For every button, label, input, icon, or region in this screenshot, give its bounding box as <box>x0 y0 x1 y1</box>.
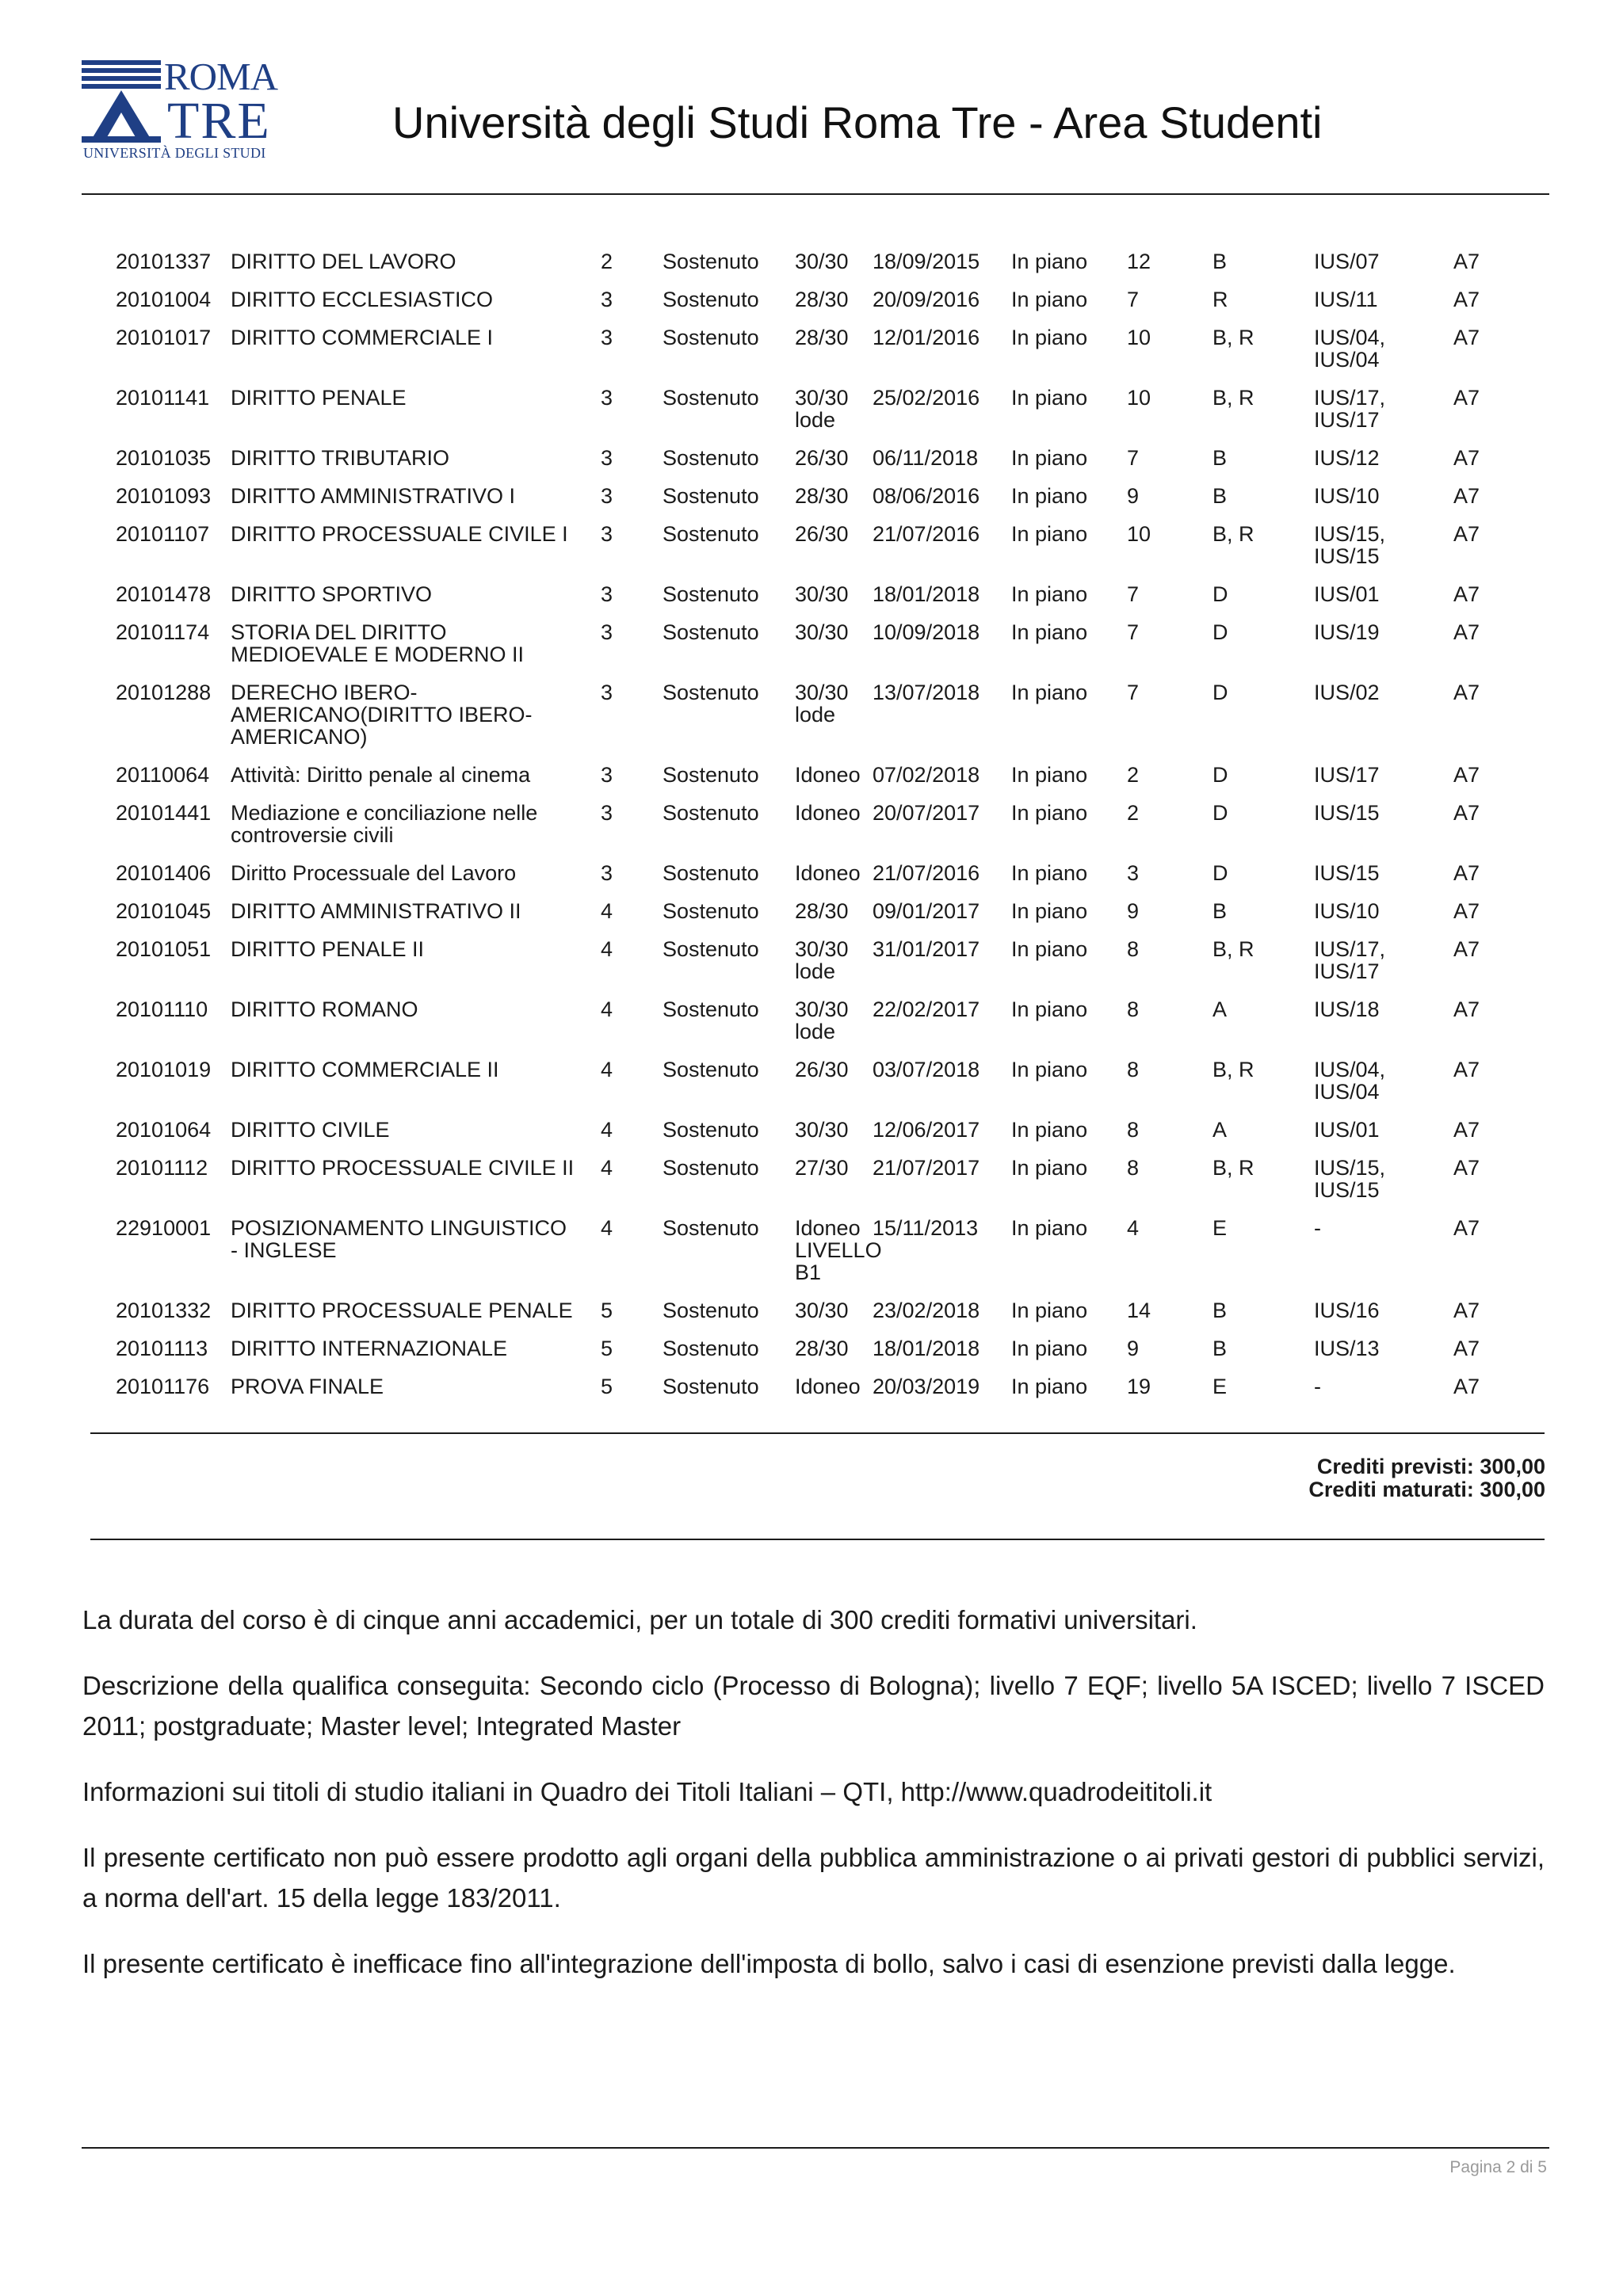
exam-activity-type: B, R <box>1212 1058 1254 1081</box>
exam-credits: 14 <box>1127 1299 1151 1322</box>
exam-ssd: IUS/17, IUS/17 <box>1314 937 1386 983</box>
exam-date: 06/11/2018 <box>873 446 979 470</box>
exam-date: 08/06/2016 <box>873 484 980 508</box>
exam-tag: A7 <box>1453 801 1480 825</box>
exam-date: 09/01/2017 <box>873 899 980 923</box>
exam-grade: 26/30 <box>795 522 849 546</box>
exam-code: 20101045 <box>116 899 212 923</box>
exam-ssd: IUS/02 <box>1314 681 1380 704</box>
exam-status: Sostenuto <box>663 937 759 961</box>
exam-name: DIRITTO INTERNAZIONALE <box>231 1337 508 1360</box>
exam-name: POSIZIONAMENTO LINGUISTICO - INGLESE <box>231 1216 567 1262</box>
exam-tag: A7 <box>1453 1156 1480 1180</box>
exam-credits: 3 <box>1127 861 1140 885</box>
exam-status: Sostenuto <box>663 250 759 273</box>
exam-status: Sostenuto <box>663 1118 759 1142</box>
exam-activity-type: B <box>1212 899 1228 923</box>
exam-date: 21/07/2017 <box>873 1156 980 1180</box>
exam-code: 20101176 <box>116 1375 210 1398</box>
exam-code: 20101441 <box>116 801 212 825</box>
exam-ssd: IUS/18 <box>1314 997 1380 1021</box>
exam-activity-type: D <box>1212 861 1228 885</box>
exam-status: Sostenuto <box>663 899 759 923</box>
exam-year: 3 <box>601 288 613 311</box>
exam-activity-type: B <box>1212 250 1228 273</box>
exam-plan: In piano <box>1011 681 1088 704</box>
exam-name: DIRITTO ROMANO <box>231 997 418 1021</box>
exam-year: 4 <box>601 937 613 961</box>
exam-code: 20101093 <box>116 484 212 508</box>
exam-date: 18/09/2015 <box>873 250 980 273</box>
exam-name: DERECHO IBERO- AMERICANO(DIRITTO IBERO- AMERICANO) <box>231 681 533 749</box>
logo-roma-text: ROMA <box>164 55 278 98</box>
exam-ssd: IUS/17, IUS/17 <box>1314 386 1386 432</box>
exam-year: 4 <box>601 1058 613 1081</box>
exam-status: Sostenuto <box>663 997 759 1021</box>
exam-credits: 12 <box>1127 250 1151 273</box>
exam-activity-type: A <box>1212 997 1228 1021</box>
table-row <box>116 998 1526 1043</box>
exam-grade: Idoneo <box>795 1375 861 1398</box>
exam-tag: A7 <box>1453 1216 1480 1240</box>
exam-code: 20101004 <box>116 288 212 311</box>
exam-activity-type: D <box>1212 582 1228 606</box>
exam-code: 20101337 <box>116 250 212 273</box>
exam-name: DIRITTO PENALE <box>231 386 407 410</box>
exam-status: Sostenuto <box>663 1058 759 1081</box>
exam-activity-type: R <box>1212 288 1228 311</box>
exam-status: Sostenuto <box>663 1156 759 1180</box>
exam-activity-type: D <box>1212 620 1228 644</box>
exam-grade: 27/30 <box>795 1156 849 1180</box>
page-title: Università degli Studi Roma Tre - Area Studenti <box>392 97 1323 147</box>
exam-activity-type: B <box>1212 1299 1228 1322</box>
exam-credits: 9 <box>1127 899 1140 923</box>
exam-tag: A7 <box>1453 1058 1480 1081</box>
exam-code: 20101478 <box>116 582 212 606</box>
exam-name: DIRITTO PROCESSUALE CIVILE II <box>231 1156 575 1180</box>
exam-grade: 28/30 <box>795 484 849 508</box>
exam-year: 3 <box>601 681 613 704</box>
exam-ssd: IUS/15 <box>1314 861 1380 885</box>
exam-date: 12/06/2017 <box>873 1118 980 1142</box>
table-row <box>116 1119 1526 1141</box>
exam-status: Sostenuto <box>663 1337 759 1360</box>
exam-date: 20/09/2016 <box>873 288 980 311</box>
exam-activity-type: B, R <box>1212 937 1254 961</box>
exam-year: 3 <box>601 861 613 885</box>
exam-activity-type: B, R <box>1212 1156 1254 1180</box>
exam-plan: In piano <box>1011 1299 1088 1322</box>
exam-credits: 8 <box>1127 1156 1140 1180</box>
exam-plan: In piano <box>1011 326 1088 349</box>
exam-plan: In piano <box>1011 1058 1088 1081</box>
exam-year: 3 <box>601 484 613 508</box>
exam-ssd: IUS/12 <box>1314 446 1380 470</box>
exam-credits: 8 <box>1127 1118 1140 1142</box>
exam-grade: 30/30 <box>795 620 849 644</box>
exam-grade: 30/30 lode <box>795 386 849 432</box>
exam-date: 07/02/2018 <box>873 763 980 787</box>
table-row <box>116 764 1526 786</box>
exam-tag: A7 <box>1453 763 1480 787</box>
exam-code: 20101019 <box>116 1058 212 1081</box>
exam-plan: In piano <box>1011 620 1088 644</box>
exam-grade: 28/30 <box>795 288 849 311</box>
credits-previsti: Crediti previsti: 300,00 <box>1316 1455 1545 1478</box>
exam-tag: A7 <box>1453 250 1480 273</box>
exam-date: 21/07/2016 <box>873 522 980 546</box>
exam-tag: A7 <box>1453 1337 1480 1360</box>
exam-tag: A7 <box>1453 386 1480 410</box>
exam-ssd: - <box>1314 1375 1321 1398</box>
exam-code: 20101288 <box>116 681 212 704</box>
exam-date: 25/02/2016 <box>873 386 980 410</box>
exam-credits: 2 <box>1127 801 1140 825</box>
table-row <box>116 1375 1526 1398</box>
exam-name: DIRITTO CIVILE <box>231 1118 390 1142</box>
exam-year: 3 <box>601 801 613 825</box>
logo-university-text: UNIVERSITÀ DEGLI STUDI <box>83 145 266 161</box>
exam-ssd: IUS/04, IUS/04 <box>1314 326 1386 372</box>
exam-credits: 19 <box>1127 1375 1151 1398</box>
exam-activity-type: D <box>1212 681 1228 704</box>
exam-year: 5 <box>601 1375 613 1398</box>
exam-year: 4 <box>601 1216 613 1240</box>
table-row <box>116 523 1526 567</box>
exam-date: 21/07/2016 <box>873 861 980 885</box>
exam-year: 3 <box>601 763 613 787</box>
exam-code: 20101064 <box>116 1118 212 1142</box>
table-row <box>116 802 1526 846</box>
note-duration: La durata del corso è di cinque anni accademici, per un totale di 300 crediti formativi universitari. <box>82 1605 1197 1634</box>
exam-date: 23/02/2018 <box>873 1299 980 1322</box>
exam-code: 20101051 <box>116 937 212 961</box>
table-row <box>116 621 1526 666</box>
roma-tre-emblem-icon <box>82 60 161 143</box>
exam-grade: Idoneo <box>795 763 861 787</box>
note-stamp-duty: Il presente certificato è inefficace fino all'integrazione dell'imposta di bollo, salvo i casi di esenzione previsti dalla legge. <box>82 1949 1456 1978</box>
exam-tag: A7 <box>1453 1118 1480 1142</box>
exam-plan: In piano <box>1011 763 1088 787</box>
exam-credits: 9 <box>1127 1337 1140 1360</box>
exam-year: 4 <box>601 997 613 1021</box>
exam-ssd: IUS/07 <box>1314 250 1380 273</box>
exam-year: 2 <box>601 250 613 273</box>
exam-plan: In piano <box>1011 386 1088 410</box>
exam-date: 20/07/2017 <box>873 801 980 825</box>
page-number: Pagina 2 di 5 <box>1449 2158 1547 2176</box>
exam-ssd: IUS/13 <box>1314 1337 1380 1360</box>
header-divider <box>82 193 1549 195</box>
table-row <box>116 900 1526 922</box>
exam-name: DIRITTO AMMINISTRATIVO II <box>231 899 521 923</box>
exam-tag: A7 <box>1453 446 1480 470</box>
table-row <box>116 288 1526 311</box>
exam-tag: A7 <box>1453 899 1480 923</box>
exam-activity-type: B <box>1212 484 1228 508</box>
table-row <box>116 862 1526 884</box>
exam-credits: 7 <box>1127 620 1140 644</box>
exam-ssd: IUS/19 <box>1314 620 1380 644</box>
table-row <box>116 326 1526 371</box>
exam-activity-type: E <box>1212 1216 1228 1240</box>
exam-name: DIRITTO AMMINISTRATIVO I <box>231 484 516 508</box>
exam-code: 20101332 <box>116 1299 212 1322</box>
exam-year: 3 <box>601 582 613 606</box>
exam-status: Sostenuto <box>663 326 759 349</box>
exam-plan: In piano <box>1011 997 1088 1021</box>
exam-year: 3 <box>601 446 613 470</box>
exam-grade: Idoneo LIVELLO B1 <box>795 1216 882 1284</box>
exam-status: Sostenuto <box>663 582 759 606</box>
exam-activity-type: B, R <box>1212 522 1254 546</box>
exam-code: 20101141 <box>116 386 210 410</box>
exam-ssd: IUS/04, IUS/04 <box>1314 1058 1386 1104</box>
exam-status: Sostenuto <box>663 801 759 825</box>
exam-code: 20101174 <box>116 620 210 644</box>
exam-ssd: IUS/01 <box>1314 1118 1380 1142</box>
exam-credits: 7 <box>1127 446 1140 470</box>
exam-date: 31/01/2017 <box>873 937 980 961</box>
exam-grade: 30/30 lode <box>795 937 849 983</box>
exam-year: 4 <box>601 1156 613 1180</box>
exam-status: Sostenuto <box>663 386 759 410</box>
credits-summary <box>1308 1455 1545 1501</box>
exam-status: Sostenuto <box>663 1216 759 1240</box>
roma-tre-logo <box>82 57 280 162</box>
exam-date: 15/11/2013 <box>873 1216 979 1240</box>
exam-name: Mediazione e conciliazione nelle controversie civili <box>231 801 538 847</box>
exam-status: Sostenuto <box>663 1375 759 1398</box>
exam-date: 20/03/2019 <box>873 1375 980 1398</box>
exam-credits: 10 <box>1127 386 1151 410</box>
exam-activity-type: B <box>1212 1337 1228 1360</box>
exam-tag: A7 <box>1453 1299 1480 1322</box>
exam-credits: 7 <box>1127 582 1140 606</box>
exam-plan: In piano <box>1011 1216 1088 1240</box>
exam-plan: In piano <box>1011 250 1088 273</box>
exam-date: 22/02/2017 <box>873 997 980 1021</box>
exam-activity-type: B <box>1212 446 1228 470</box>
table-row <box>116 387 1526 431</box>
exam-tag: A7 <box>1453 620 1480 644</box>
exam-grade: Idoneo <box>795 861 861 885</box>
exam-code: 20101017 <box>116 326 212 349</box>
exam-credits: 7 <box>1127 681 1140 704</box>
exam-credits: 10 <box>1127 326 1151 349</box>
credits-divider <box>90 1539 1545 1540</box>
exam-status: Sostenuto <box>663 484 759 508</box>
table-row <box>116 1299 1526 1322</box>
exam-activity-type: B, R <box>1212 326 1254 349</box>
exam-grade: 30/30 <box>795 1118 849 1142</box>
exam-credits: 2 <box>1127 763 1140 787</box>
exam-code: 20101112 <box>116 1156 208 1180</box>
exam-plan: In piano <box>1011 1337 1088 1360</box>
table-row <box>116 1157 1526 1201</box>
exam-name: DIRITTO COMMERCIALE I <box>231 326 494 349</box>
credits-maturati: Crediti maturati: 300,00 <box>1308 1478 1545 1501</box>
exam-date: 18/01/2018 <box>873 1337 980 1360</box>
exam-date: 10/09/2018 <box>873 620 980 644</box>
exam-plan: In piano <box>1011 1375 1088 1398</box>
exam-date: 03/07/2018 <box>873 1058 980 1081</box>
exam-status: Sostenuto <box>663 620 759 644</box>
exam-credits: 8 <box>1127 1058 1140 1081</box>
note-qti-link: Informazioni sui titoli di studio italiani in Quadro dei Titoli Italiani – QTI, http://www.quadrodeititoli.it <box>82 1777 1212 1806</box>
exam-plan: In piano <box>1011 288 1088 311</box>
exam-grade: Idoneo <box>795 801 861 825</box>
exam-date: 13/07/2018 <box>873 681 980 704</box>
exam-year: 3 <box>601 386 613 410</box>
exam-ssd: - <box>1314 1216 1321 1240</box>
logo-tre-text: TRE <box>167 92 271 150</box>
exam-plan: In piano <box>1011 1118 1088 1142</box>
exam-activity-type: D <box>1212 763 1228 787</box>
exam-date: 12/01/2016 <box>873 326 980 349</box>
exam-code: 20101113 <box>116 1337 208 1360</box>
exam-tag: A7 <box>1453 997 1480 1021</box>
exam-grade: 26/30 <box>795 1058 849 1081</box>
exam-ssd: IUS/15, IUS/15 <box>1314 522 1386 568</box>
exam-tag: A7 <box>1453 522 1480 546</box>
exam-code: 20101406 <box>116 861 212 885</box>
exam-tag: A7 <box>1453 937 1480 961</box>
exam-year: 4 <box>601 1118 613 1142</box>
exam-credits: 8 <box>1127 937 1140 961</box>
exam-grade: 30/30 <box>795 582 849 606</box>
exam-year: 4 <box>601 899 613 923</box>
exam-tag: A7 <box>1453 1375 1480 1398</box>
exam-ssd: IUS/10 <box>1314 484 1380 508</box>
exam-tag: A7 <box>1453 582 1480 606</box>
exam-year: 3 <box>601 326 613 349</box>
exam-name: DIRITTO TRIBUTARIO <box>231 446 450 470</box>
exam-name: PROVA FINALE <box>231 1375 384 1398</box>
exam-code: 20101107 <box>116 522 210 546</box>
exam-ssd: IUS/15, IUS/15 <box>1314 1156 1386 1202</box>
exam-activity-type: E <box>1212 1375 1228 1398</box>
exam-activity-type: D <box>1212 801 1228 825</box>
exam-tag: A7 <box>1453 484 1480 508</box>
exam-year: 5 <box>601 1337 613 1360</box>
exam-code: 20101110 <box>116 997 208 1021</box>
exam-ssd: IUS/17 <box>1314 763 1380 787</box>
note-qualification: Descrizione della qualifica conseguita: Secondo ciclo (Processo di Bologna); livello 7 EQF; livello 5A ISCED; livello 7 ISCED 2011; postgraduate; Master level; Integrated Master <box>82 1671 1545 1741</box>
exam-credits: 8 <box>1127 997 1140 1021</box>
exam-name: DIRITTO ECCLESIASTICO <box>231 288 494 311</box>
exam-plan: In piano <box>1011 899 1088 923</box>
footer-divider <box>82 2147 1549 2149</box>
exam-year: 3 <box>601 620 613 644</box>
exam-ssd: IUS/15 <box>1314 801 1380 825</box>
exam-ssd: IUS/01 <box>1314 582 1380 606</box>
exam-name: STORIA DEL DIRITTO MEDIOEVALE E MODERNO II <box>231 620 525 666</box>
exam-grade: 30/30 lode <box>795 681 849 727</box>
table-bottom-divider <box>90 1432 1545 1434</box>
table-row <box>116 1337 1526 1360</box>
exam-name: Attività: Diritto penale al cinema <box>231 763 531 787</box>
exam-tag: A7 <box>1453 288 1480 311</box>
table-row <box>116 485 1526 507</box>
exam-status: Sostenuto <box>663 681 759 704</box>
exam-status: Sostenuto <box>663 1299 759 1322</box>
exam-name: DIRITTO PROCESSUALE PENALE <box>231 1299 573 1322</box>
exam-credits: 9 <box>1127 484 1140 508</box>
exam-grade: 30/30 <box>795 1299 849 1322</box>
exam-grade: 28/30 <box>795 1337 849 1360</box>
exam-grade: 30/30 lode <box>795 997 849 1043</box>
exam-name: DIRITTO PROCESSUALE CIVILE I <box>231 522 568 546</box>
exam-tag: A7 <box>1453 861 1480 885</box>
exam-code: 22910001 <box>116 1216 212 1240</box>
exam-name: Diritto Processuale del Lavoro <box>231 861 517 885</box>
exam-plan: In piano <box>1011 446 1088 470</box>
exam-code: 20101035 <box>116 446 212 470</box>
exam-name: DIRITTO COMMERCIALE II <box>231 1058 499 1081</box>
note-legal-restriction: Il presente certificato non può essere prodotto agli organi della pubblica amministrazione o ai privati gestori di pubblici servizi, a norma dell'art. 15 della legge 183/2011. <box>82 1843 1545 1913</box>
exam-plan: In piano <box>1011 801 1088 825</box>
table-row <box>116 1217 1526 1283</box>
exam-name: DIRITTO SPORTIVO <box>231 582 433 606</box>
exam-credits: 10 <box>1127 522 1151 546</box>
table-row <box>116 447 1526 469</box>
exam-plan: In piano <box>1011 937 1088 961</box>
exam-ssd: IUS/16 <box>1314 1299 1380 1322</box>
exam-status: Sostenuto <box>663 861 759 885</box>
exam-year: 5 <box>601 1299 613 1322</box>
exam-name: DIRITTO PENALE II <box>231 937 425 961</box>
exam-ssd: IUS/10 <box>1314 899 1380 923</box>
exam-plan: In piano <box>1011 1156 1088 1180</box>
exam-tag: A7 <box>1453 681 1480 704</box>
exam-date: 18/01/2018 <box>873 582 980 606</box>
exam-tag: A7 <box>1453 326 1480 349</box>
certificate-notes <box>82 1600 1545 2009</box>
table-row <box>116 681 1526 748</box>
exam-grade: 30/30 <box>795 250 849 273</box>
exam-status: Sostenuto <box>663 763 759 787</box>
table-row <box>116 583 1526 605</box>
exam-grade: 28/30 <box>795 899 849 923</box>
exam-activity-type: A <box>1212 1118 1228 1142</box>
exam-credits: 4 <box>1127 1216 1140 1240</box>
table-row <box>116 1058 1526 1103</box>
exam-activity-type: B, R <box>1212 386 1254 410</box>
exam-credits: 7 <box>1127 288 1140 311</box>
exam-year: 3 <box>601 522 613 546</box>
exam-name: DIRITTO DEL LAVORO <box>231 250 456 273</box>
exam-ssd: IUS/11 <box>1314 288 1378 311</box>
exam-plan: In piano <box>1011 861 1088 885</box>
exam-status: Sostenuto <box>663 446 759 470</box>
table-row <box>116 250 1526 273</box>
exam-plan: In piano <box>1011 522 1088 546</box>
exam-plan: In piano <box>1011 484 1088 508</box>
exam-code: 20110064 <box>116 763 210 787</box>
exam-grade: 26/30 <box>795 446 849 470</box>
exam-status: Sostenuto <box>663 522 759 546</box>
exam-grade: 28/30 <box>795 326 849 349</box>
table-row <box>116 938 1526 982</box>
exam-status: Sostenuto <box>663 288 759 311</box>
exam-plan: In piano <box>1011 582 1088 606</box>
